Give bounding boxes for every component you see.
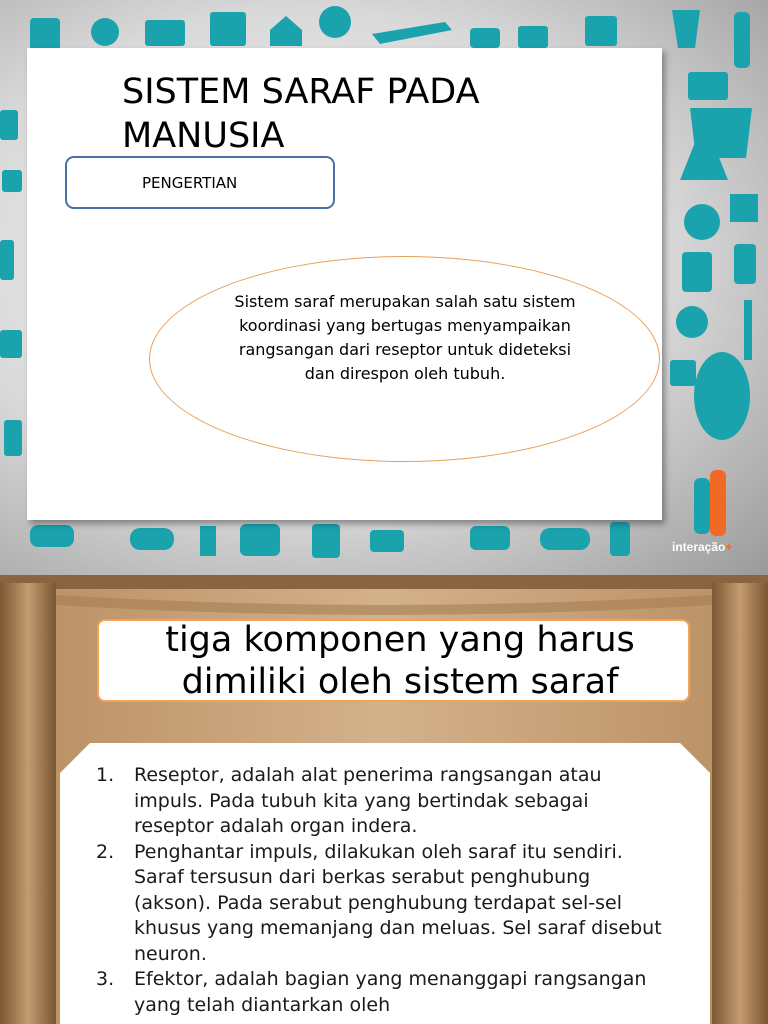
bottle-bottom-icon xyxy=(610,522,630,556)
guitar-neck-icon xyxy=(744,300,752,360)
tv-icon xyxy=(585,16,617,46)
camera-icon xyxy=(518,26,548,48)
list-number: 1. xyxy=(96,764,115,786)
player-icon xyxy=(682,252,712,292)
envelope-icon xyxy=(688,72,728,100)
ball-icon xyxy=(319,6,351,38)
components-list xyxy=(96,763,666,1018)
left-icon-2 xyxy=(2,170,22,192)
alarm-icon xyxy=(676,306,708,338)
bag-small-icon xyxy=(670,360,696,386)
list-item xyxy=(96,763,666,840)
house-small-icon xyxy=(730,194,758,222)
definition-text: Sistem saraf merupakan salah satu sistem koordinasi yang bertugas menyampaikan rangsangan dari reseptor untuk dideteksi dan direspon oleh tubuh. xyxy=(234,292,576,383)
laptop-icon xyxy=(145,20,185,46)
glasses-icon xyxy=(130,528,174,550)
left-icon-1 xyxy=(0,110,18,140)
clock-icon xyxy=(91,18,119,46)
person-icon xyxy=(694,478,710,534)
cup-bottom-icon xyxy=(370,530,404,552)
parchment-top-edge xyxy=(0,575,768,589)
phone-small-icon xyxy=(734,244,756,284)
guitar-icon xyxy=(694,352,750,440)
list-item xyxy=(96,840,666,968)
plane-icon xyxy=(372,22,452,44)
components-slide xyxy=(0,575,768,1024)
scroll-roll-right xyxy=(712,583,768,1024)
slide-title: SISTEM SARAF PADA MANUSIA xyxy=(122,72,480,156)
left-icon-5 xyxy=(4,420,22,456)
cup-icon xyxy=(470,28,500,48)
pengertian-label: PENGERTIAN xyxy=(142,174,238,192)
list-item-text: Reseptor, adalah alat penerima rangsangan atau impuls. Pada tubuh kita yang bertindak sebagai reseptor adalah organ indera. xyxy=(134,764,602,837)
car-icon xyxy=(470,526,510,550)
list-item xyxy=(96,967,666,1018)
shirt-icon xyxy=(672,10,700,48)
house-icon xyxy=(270,16,302,46)
bottle-icon xyxy=(734,12,750,68)
brand-name: interação xyxy=(672,540,726,554)
bus-icon xyxy=(240,524,280,556)
list-item-text: Penghantar impuls, dilakukan oleh saraf itu sendiri. Saraf tersusun dari berkas serabut penghubung (akson). Pada serabut penghubung terdapat sel-sel khusus yang memanjang dan meluas. Sel saraf disebut neuron. xyxy=(134,840,662,965)
slide-heading: tiga komponen yang harus dimiliki oleh sistem saraf xyxy=(165,620,635,702)
person-orange-icon xyxy=(710,470,726,536)
glasses-bottom-icon xyxy=(540,528,590,550)
list-number: 2. xyxy=(96,840,115,863)
brand-plus: + xyxy=(725,540,733,554)
left-icon-4 xyxy=(0,330,22,358)
disc-icon xyxy=(684,204,720,240)
scroll-roll-left xyxy=(0,583,56,1024)
list-item-text: Efektor, adalah bagian yang menanggapi rangsangan yang telah diantarkan oleh xyxy=(134,968,647,1016)
cutlery-icon xyxy=(200,526,216,556)
list-number: 3. xyxy=(96,968,115,990)
shirt-bottom-icon xyxy=(312,524,340,558)
calendar-icon xyxy=(210,12,246,46)
left-icon-3 xyxy=(0,240,14,280)
brand-logo xyxy=(672,540,732,554)
controller-icon xyxy=(30,525,74,547)
